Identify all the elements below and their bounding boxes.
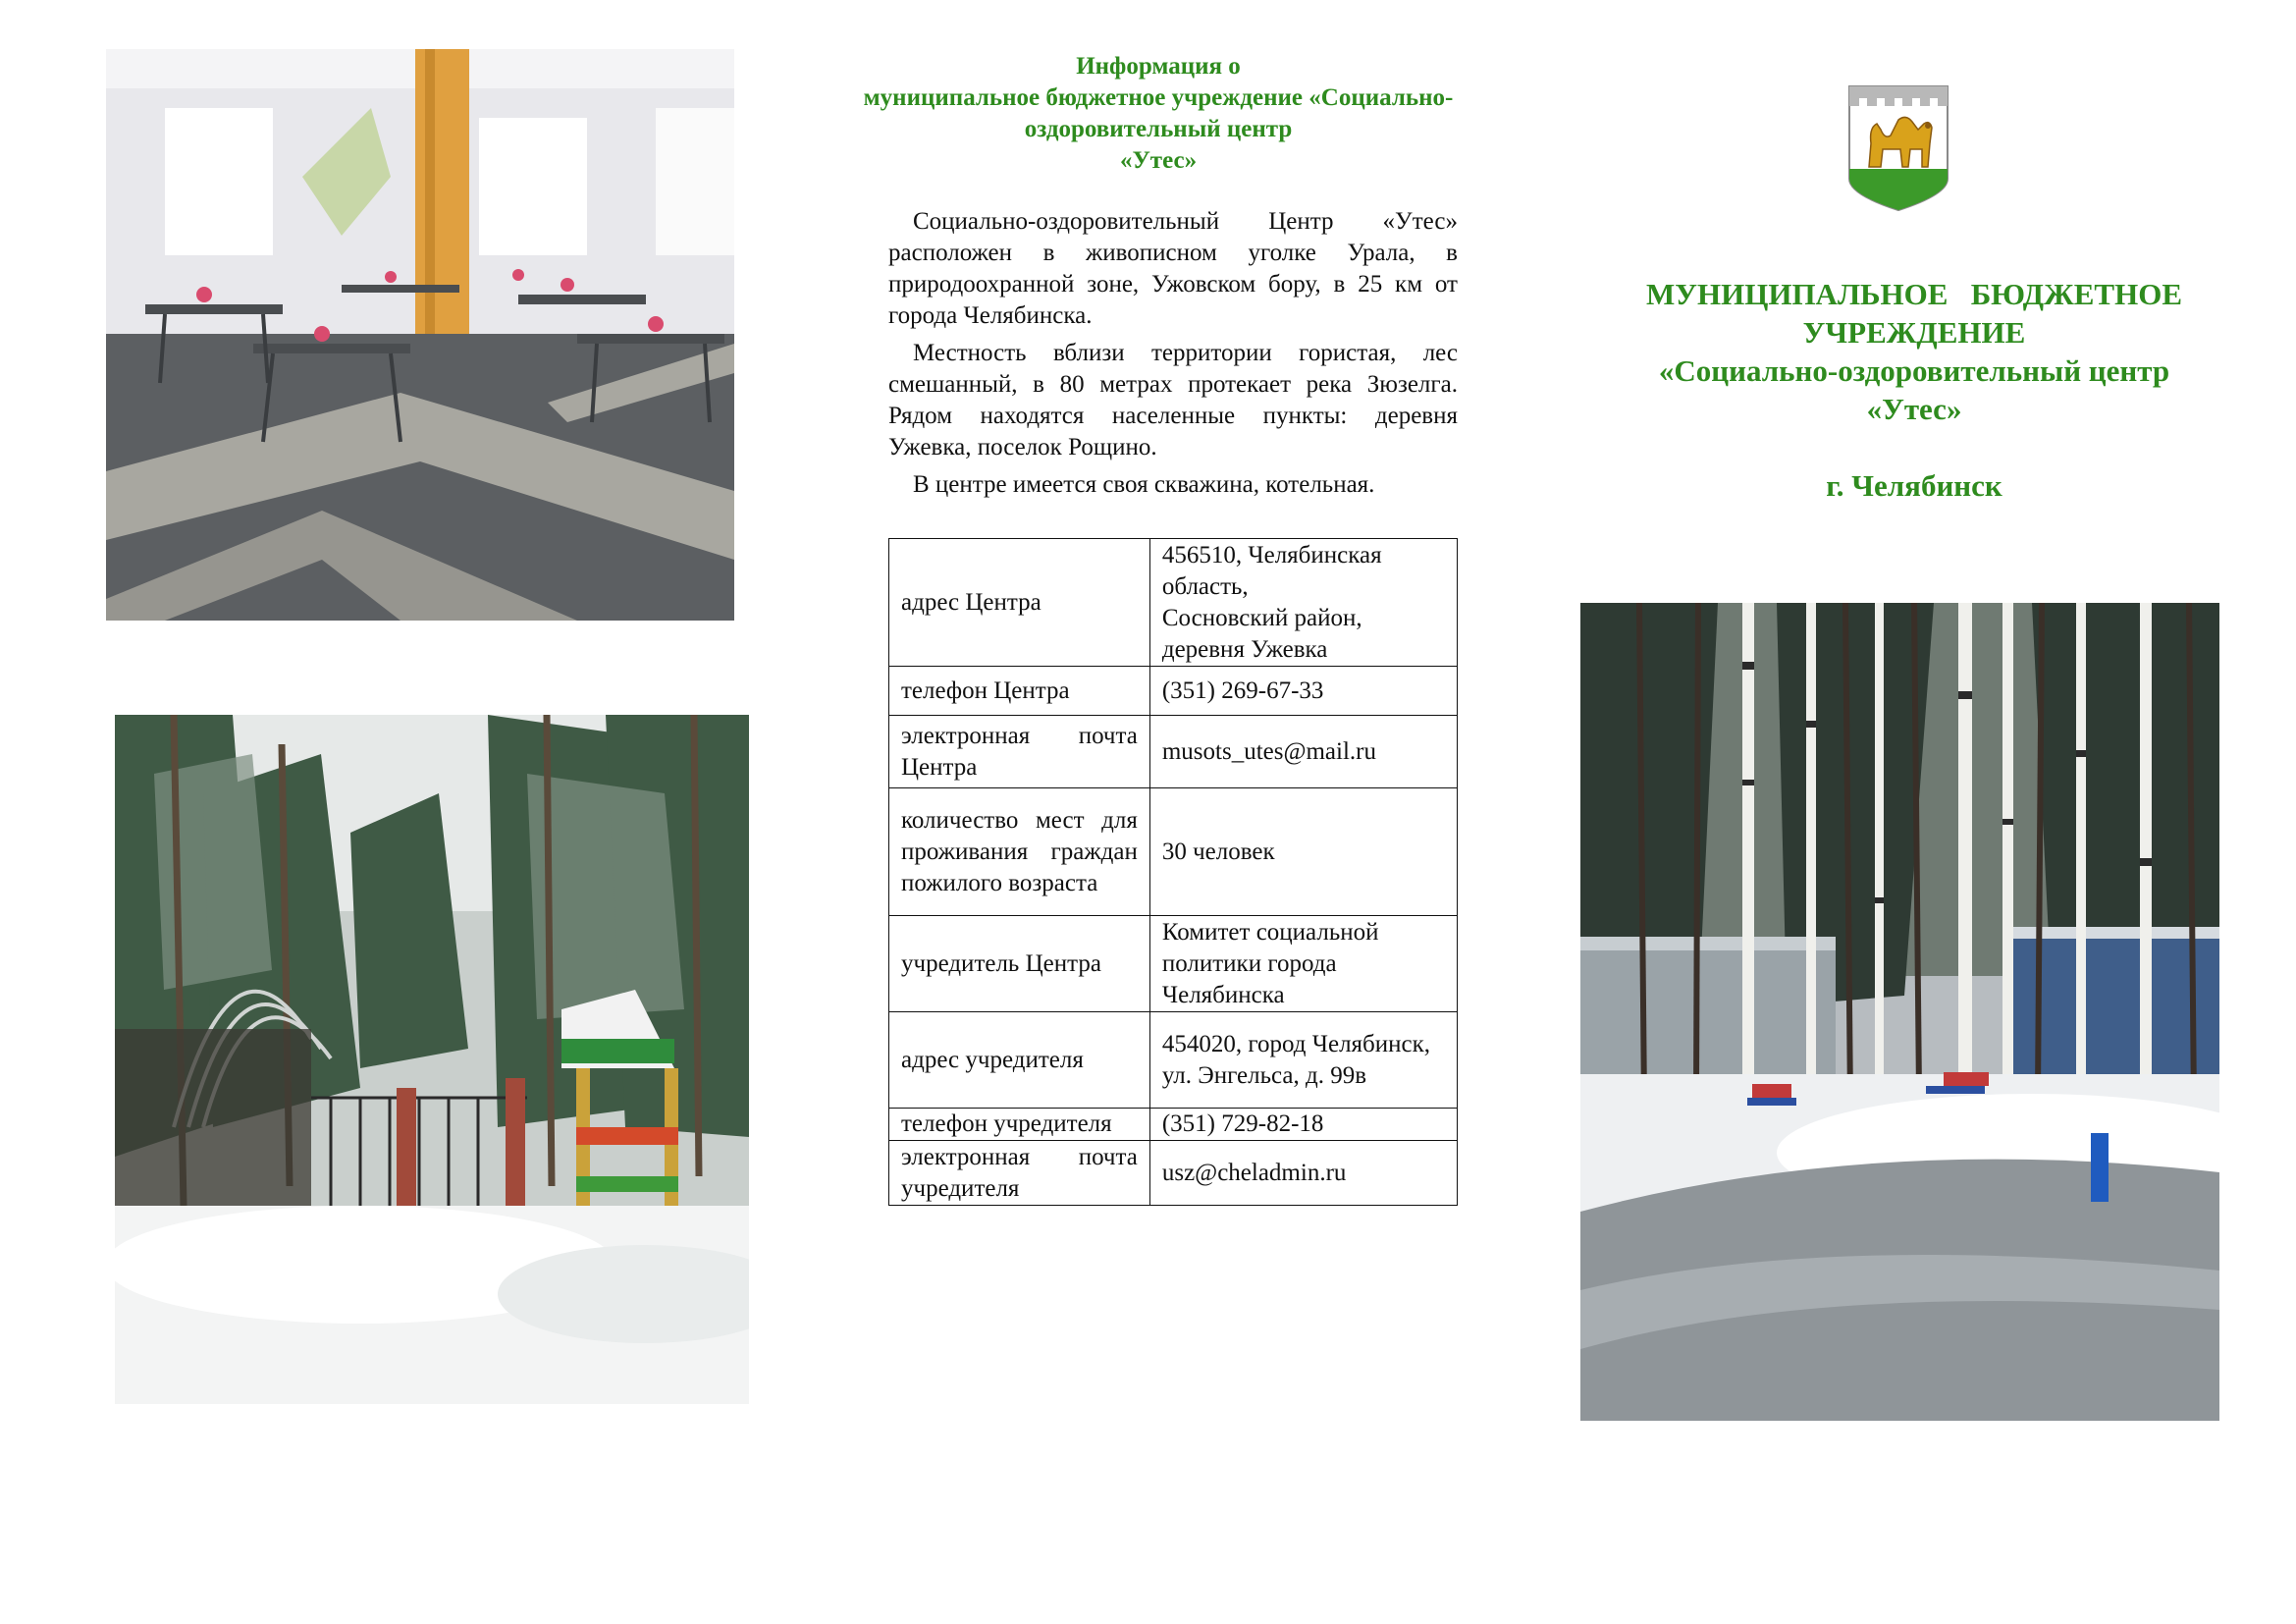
table-key: количество мест для проживания граждан пожилого возраста — [889, 788, 1150, 916]
table-row — [889, 1012, 1458, 1109]
table-key: телефон Центра — [889, 667, 1150, 716]
center-info-table — [888, 538, 1458, 1206]
table-value: Комитет социальной политики города Челябинска — [1149, 916, 1457, 1012]
info-heading — [815, 51, 1502, 177]
info-heading-line: «Утес» — [1119, 147, 1198, 174]
intro-paragraph: Местность вблизи территории гористая, лес смешанный, в 80 метрах протекает река Зюзелга. Рядом находятся населенные пункты: деревня Ужевка, поселок Рощино. — [888, 340, 1458, 460]
table-row — [889, 1141, 1458, 1206]
table-value: (351) 729-82-18 — [1149, 1109, 1457, 1141]
birch-forest-photo — [1580, 603, 2219, 1421]
table-key: адрес учредителя — [889, 1012, 1150, 1109]
table-key: адрес Центра — [889, 539, 1150, 667]
table-value: usz@cheladmin.ru — [1149, 1141, 1457, 1206]
table-row — [889, 667, 1458, 716]
city-name: г. Челябинск — [1826, 468, 2002, 503]
table-key: электронная почта учредителя — [889, 1141, 1150, 1206]
info-heading-line: муниципальное бюджетное учреждение «Социально- — [863, 84, 1454, 111]
intro-paragraph: Социально-оздоровительный Центр «Утес» расположен в живописном уголке Урала, в природоохранной зоне, Ужовском бору, в 25 км от города Челябинска. — [888, 208, 1458, 329]
table-value: musots_utes@mail.ru — [1149, 716, 1457, 788]
table-value: (351) 269-67-33 — [1149, 667, 1457, 716]
title-line: «Утес» — [1866, 392, 1962, 426]
table-row — [889, 539, 1458, 667]
winter-playground-photo — [115, 715, 749, 1404]
dining-hall-photo — [106, 49, 734, 621]
table-key: учредитель Центра — [889, 916, 1150, 1012]
chelyabinsk-coat-of-arms-icon — [1847, 84, 1949, 212]
table-value: 456510, Челябинская область, Сосновский район, деревня Ужевка — [1149, 539, 1457, 667]
table-value: 30 человек — [1149, 788, 1457, 916]
info-heading-line: оздоровительный центр — [1024, 116, 1293, 142]
title-line: «Социально-оздоровительный центр — [1658, 353, 2170, 388]
table-row — [889, 716, 1458, 788]
table-row — [889, 916, 1458, 1012]
table-key: электронная почта Центра — [889, 716, 1150, 788]
table-row — [889, 788, 1458, 916]
title-line: МУНИЦИПАЛЬНОЕ БЮДЖЕТНОЕ — [1645, 277, 2182, 311]
table-key: телефон учредителя — [889, 1109, 1150, 1141]
table-value: 454020, город Челябинск, ул. Энгельса, д. 99в — [1149, 1012, 1457, 1109]
title-line: УЧРЕЖДЕНИЕ — [1802, 315, 2026, 350]
intro-text — [888, 206, 1458, 507]
table-row — [889, 1109, 1458, 1141]
intro-paragraph: В центре имеется своя скважина, котельная. — [913, 471, 1375, 498]
info-heading-line: Информация о — [1076, 53, 1241, 80]
title-block — [1580, 275, 2248, 428]
